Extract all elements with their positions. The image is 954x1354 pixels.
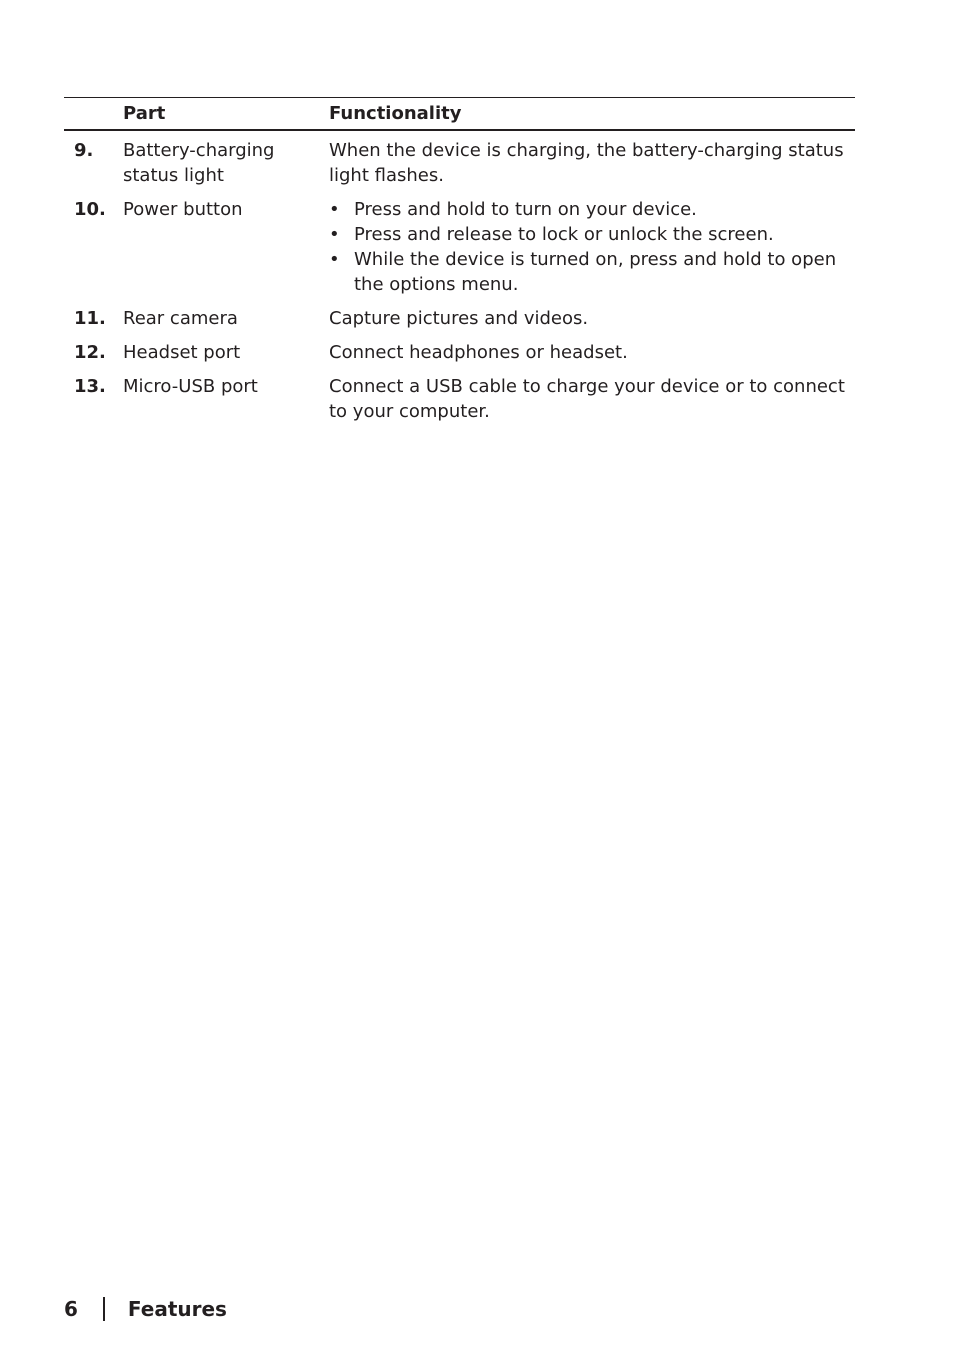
header-functionality: Functionality — [329, 103, 462, 124]
table-row — [64, 306, 855, 331]
row-functionality: Capture pictures and videos. — [329, 308, 589, 329]
bullet-item — [329, 247, 855, 297]
bullet-dot-icon: • — [329, 199, 340, 220]
section-title: Features — [127, 1297, 227, 1321]
row-part: Battery-charging status light — [123, 140, 275, 186]
header-part: Part — [123, 103, 166, 124]
bullet-item — [329, 197, 855, 222]
row-part: Power button — [123, 199, 243, 220]
row-functionality — [329, 197, 855, 297]
row-number: 11. — [74, 308, 106, 329]
row-number: 10. — [74, 199, 106, 220]
row-number: 12. — [74, 342, 106, 363]
table-body — [64, 131, 855, 424]
row-functionality: Connect a USB cable to charge your device or to connect to your computer. — [329, 376, 845, 422]
functionality-bullet-list — [329, 197, 855, 297]
table-row — [64, 138, 855, 188]
bullet-text: Press and hold to turn on your device. — [354, 199, 697, 220]
page-number: 6 — [64, 1297, 78, 1321]
row-functionality: When the device is charging, the battery-charging status light flashes. — [329, 140, 844, 186]
parts-table — [64, 97, 855, 433]
page-footer — [64, 1297, 227, 1321]
row-part: Micro-USB port — [123, 376, 258, 397]
table-row — [64, 340, 855, 365]
bullet-dot-icon: • — [329, 224, 340, 245]
table-row — [64, 374, 855, 424]
row-functionality: Connect headphones or headset. — [329, 342, 628, 363]
bullet-item — [329, 222, 855, 247]
bullet-dot-icon: • — [329, 249, 340, 270]
row-part: Headset port — [123, 342, 241, 363]
bullet-text: Press and release to lock or unlock the screen. — [354, 224, 774, 245]
row-part: Rear camera — [123, 308, 238, 329]
bullet-text: While the device is turned on, press and hold to open the options menu. — [354, 249, 837, 295]
table-row — [64, 197, 855, 297]
footer-divider — [103, 1297, 105, 1321]
table-header — [64, 98, 855, 131]
row-number: 13. — [74, 376, 106, 397]
row-number: 9. — [74, 140, 94, 161]
